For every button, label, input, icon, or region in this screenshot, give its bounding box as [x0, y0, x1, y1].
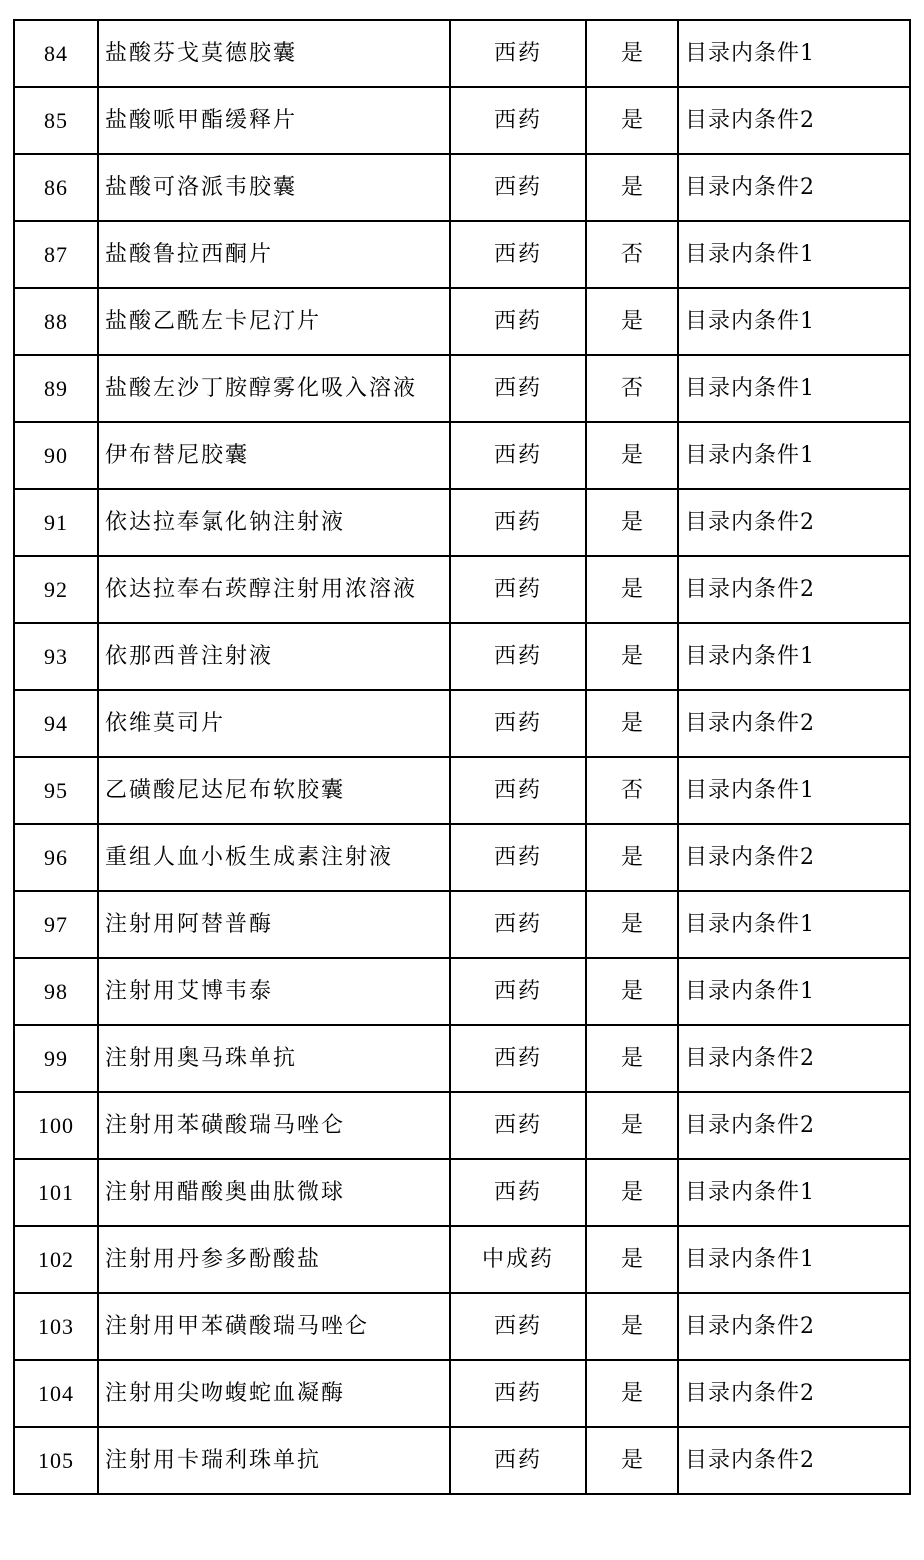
row-number-cell: 102 — [14, 1226, 98, 1293]
catalog-condition-cell: 目录内条件1 — [678, 288, 910, 355]
yes-no-cell: 是 — [586, 1427, 678, 1494]
row-number-cell: 85 — [14, 87, 98, 154]
drug-name-cell: 依达拉奉右莰醇注射用浓溶液 — [98, 556, 450, 623]
drug-name-cell: 注射用尖吻蝮蛇血凝酶 — [98, 1360, 450, 1427]
table-row — [14, 20, 910, 87]
table-row — [14, 623, 910, 690]
row-number-cell: 99 — [14, 1025, 98, 1092]
table-row — [14, 87, 910, 154]
row-number-cell: 87 — [14, 221, 98, 288]
catalog-condition-cell: 目录内条件1 — [678, 20, 910, 87]
catalog-condition-cell: 目录内条件2 — [678, 556, 910, 623]
table-row — [14, 489, 910, 556]
table-row — [14, 891, 910, 958]
drug-name-cell: 依那西普注射液 — [98, 623, 450, 690]
row-number-cell: 91 — [14, 489, 98, 556]
table-row — [14, 824, 910, 891]
yes-no-cell: 否 — [586, 757, 678, 824]
table-row — [14, 1360, 910, 1427]
drug-list-table-body — [14, 20, 910, 1494]
yes-no-cell: 是 — [586, 154, 678, 221]
table-row — [14, 1293, 910, 1360]
drug-type-cell: 中成药 — [450, 1226, 586, 1293]
catalog-condition-cell: 目录内条件2 — [678, 1092, 910, 1159]
yes-no-cell: 是 — [586, 556, 678, 623]
yes-no-cell: 是 — [586, 1092, 678, 1159]
drug-type-cell: 西药 — [450, 1293, 586, 1360]
drug-name-cell: 盐酸芬戈莫德胶囊 — [98, 20, 450, 87]
yes-no-cell: 是 — [586, 1226, 678, 1293]
drug-type-cell: 西药 — [450, 422, 586, 489]
yes-no-cell: 是 — [586, 1025, 678, 1092]
drug-name-cell: 注射用苯磺酸瑞马唑仑 — [98, 1092, 450, 1159]
drug-name-cell: 注射用卡瑞利珠单抗 — [98, 1427, 450, 1494]
drug-name-cell: 盐酸鲁拉西酮片 — [98, 221, 450, 288]
drug-type-cell: 西药 — [450, 355, 586, 422]
yes-no-cell: 是 — [586, 623, 678, 690]
drug-type-cell: 西药 — [450, 154, 586, 221]
table-row — [14, 1226, 910, 1293]
catalog-condition-cell: 目录内条件1 — [678, 1159, 910, 1226]
catalog-condition-cell: 目录内条件2 — [678, 1360, 910, 1427]
drug-name-cell: 注射用阿替普酶 — [98, 891, 450, 958]
drug-name-cell: 重组人血小板生成素注射液 — [98, 824, 450, 891]
table-row — [14, 1092, 910, 1159]
yes-no-cell: 是 — [586, 1159, 678, 1226]
catalog-condition-cell: 目录内条件1 — [678, 221, 910, 288]
catalog-condition-cell: 目录内条件1 — [678, 891, 910, 958]
drug-type-cell: 西药 — [450, 87, 586, 154]
drug-type-cell: 西药 — [450, 1427, 586, 1494]
catalog-condition-cell: 目录内条件2 — [678, 1025, 910, 1092]
drug-type-cell: 西药 — [450, 824, 586, 891]
table-row — [14, 690, 910, 757]
yes-no-cell: 是 — [586, 1360, 678, 1427]
catalog-condition-cell: 目录内条件2 — [678, 154, 910, 221]
drug-list-table — [13, 19, 911, 1495]
table-row — [14, 1025, 910, 1092]
yes-no-cell: 否 — [586, 221, 678, 288]
table-row — [14, 1159, 910, 1226]
row-number-cell: 93 — [14, 623, 98, 690]
catalog-condition-cell: 目录内条件2 — [678, 690, 910, 757]
drug-name-cell: 盐酸左沙丁胺醇雾化吸入溶液 — [98, 355, 450, 422]
drug-name-cell: 依达拉奉氯化钠注射液 — [98, 489, 450, 556]
drug-name-cell: 伊布替尼胶囊 — [98, 422, 450, 489]
drug-type-cell: 西药 — [450, 690, 586, 757]
drug-type-cell: 西药 — [450, 1360, 586, 1427]
catalog-condition-cell: 目录内条件2 — [678, 824, 910, 891]
drug-type-cell: 西药 — [450, 958, 586, 1025]
table-row — [14, 958, 910, 1025]
yes-no-cell: 是 — [586, 489, 678, 556]
drug-type-cell: 西药 — [450, 20, 586, 87]
drug-type-cell: 西药 — [450, 556, 586, 623]
table-row — [14, 422, 910, 489]
drug-name-cell: 盐酸哌甲酯缓释片 — [98, 87, 450, 154]
yes-no-cell: 是 — [586, 824, 678, 891]
row-number-cell: 90 — [14, 422, 98, 489]
row-number-cell: 103 — [14, 1293, 98, 1360]
drug-type-cell: 西药 — [450, 1159, 586, 1226]
table-row — [14, 1427, 910, 1494]
catalog-condition-cell: 目录内条件1 — [678, 1226, 910, 1293]
table-row — [14, 154, 910, 221]
drug-type-cell: 西药 — [450, 623, 586, 690]
row-number-cell: 105 — [14, 1427, 98, 1494]
yes-no-cell: 是 — [586, 891, 678, 958]
drug-name-cell: 注射用甲苯磺酸瑞马唑仑 — [98, 1293, 450, 1360]
catalog-condition-cell: 目录内条件2 — [678, 489, 910, 556]
yes-no-cell: 是 — [586, 288, 678, 355]
row-number-cell: 95 — [14, 757, 98, 824]
drug-name-cell: 盐酸乙酰左卡尼汀片 — [98, 288, 450, 355]
drug-name-cell: 注射用奥马珠单抗 — [98, 1025, 450, 1092]
drug-type-cell: 西药 — [450, 757, 586, 824]
table-row — [14, 556, 910, 623]
drug-type-cell: 西药 — [450, 489, 586, 556]
drug-name-cell: 乙磺酸尼达尼布软胶囊 — [98, 757, 450, 824]
drug-list-table-container — [13, 19, 909, 1495]
yes-no-cell: 是 — [586, 1293, 678, 1360]
table-row — [14, 221, 910, 288]
row-number-cell: 94 — [14, 690, 98, 757]
catalog-condition-cell: 目录内条件2 — [678, 1427, 910, 1494]
row-number-cell: 88 — [14, 288, 98, 355]
catalog-condition-cell: 目录内条件1 — [678, 422, 910, 489]
drug-type-cell: 西药 — [450, 288, 586, 355]
table-row — [14, 757, 910, 824]
table-row — [14, 288, 910, 355]
row-number-cell: 89 — [14, 355, 98, 422]
drug-type-cell: 西药 — [450, 1025, 586, 1092]
yes-no-cell: 是 — [586, 20, 678, 87]
row-number-cell: 86 — [14, 154, 98, 221]
catalog-condition-cell: 目录内条件2 — [678, 87, 910, 154]
row-number-cell: 101 — [14, 1159, 98, 1226]
drug-name-cell: 依维莫司片 — [98, 690, 450, 757]
row-number-cell: 96 — [14, 824, 98, 891]
catalog-condition-cell: 目录内条件1 — [678, 623, 910, 690]
drug-type-cell: 西药 — [450, 1092, 586, 1159]
yes-no-cell: 是 — [586, 422, 678, 489]
drug-name-cell: 盐酸可洛派韦胶囊 — [98, 154, 450, 221]
catalog-condition-cell: 目录内条件2 — [678, 1293, 910, 1360]
row-number-cell: 92 — [14, 556, 98, 623]
catalog-condition-cell: 目录内条件1 — [678, 757, 910, 824]
yes-no-cell: 否 — [586, 355, 678, 422]
catalog-condition-cell: 目录内条件1 — [678, 355, 910, 422]
row-number-cell: 97 — [14, 891, 98, 958]
row-number-cell: 100 — [14, 1092, 98, 1159]
row-number-cell: 98 — [14, 958, 98, 1025]
yes-no-cell: 是 — [586, 87, 678, 154]
drug-name-cell: 注射用醋酸奥曲肽微球 — [98, 1159, 450, 1226]
table-row — [14, 355, 910, 422]
row-number-cell: 104 — [14, 1360, 98, 1427]
catalog-condition-cell: 目录内条件1 — [678, 958, 910, 1025]
yes-no-cell: 是 — [586, 958, 678, 1025]
drug-name-cell: 注射用丹参多酚酸盐 — [98, 1226, 450, 1293]
yes-no-cell: 是 — [586, 690, 678, 757]
drug-name-cell: 注射用艾博韦泰 — [98, 958, 450, 1025]
row-number-cell: 84 — [14, 20, 98, 87]
drug-type-cell: 西药 — [450, 891, 586, 958]
drug-type-cell: 西药 — [450, 221, 586, 288]
